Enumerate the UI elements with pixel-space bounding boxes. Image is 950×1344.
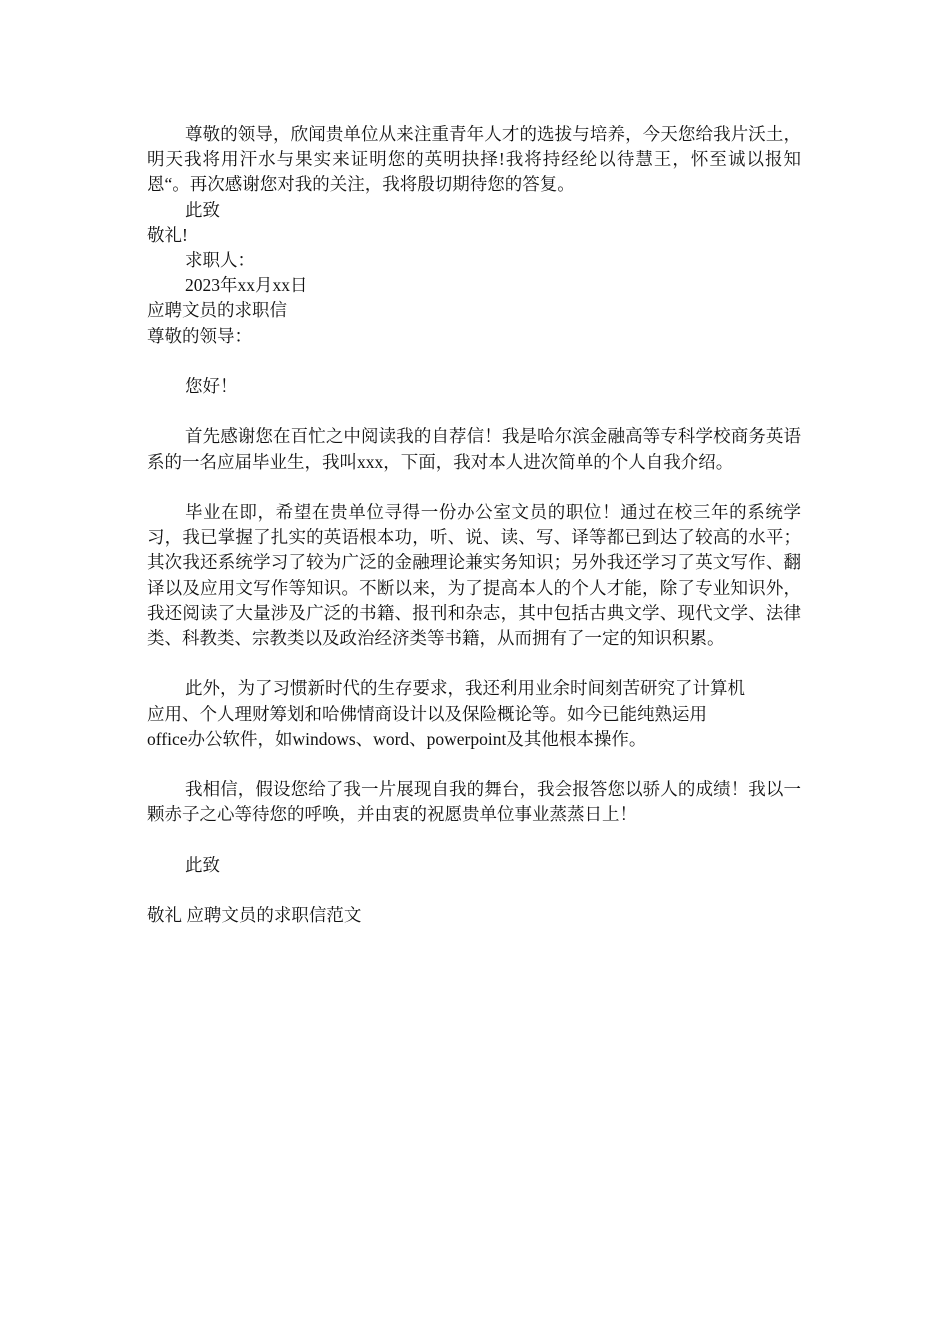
paragraph-skills-line-1: 此外，为了习惯新时代的生存要求，我还利用业余时间刻苦研究了计算机 — [185, 678, 745, 699]
intro-paragraph: 尊敬的领导，欣闻贵单位从来注重青年人才的选拔与培养，今天您给我片沃土，明天我将用汗水与果实来证明您的英明抉择!我将持经纶以待慧王，怀至诚以报知恩“。再次感谢您对我的关注，我将殷切期待您的答复。 — [147, 124, 801, 195]
greeting: 您好！ — [185, 376, 238, 397]
paragraph-education: 毕业在即，希望在贵单位寻得一份办公室文员的职位！通过在校三年的系统学习，我已掌握了扎实的英语根本功，听、说、读、写、译等都已到达了较高的水平；其次我还系统学习了较为广泛的金融理论兼实务知识；另外我还学习了英文写作、翻译以及应用文写作等知识。不断以来，为了提高本人的个人才能，除了专业知识外，我还阅读了大量涉及广泛的书籍、报刊和杂志，其中包括古典文学、现代文学、法律类、科教类、宗教类以及政治经济类等书籍，从而拥有了一定的知识积累。 — [147, 502, 801, 649]
paragraph-closing-wish: 我相信，假设您给了我一片展现自我的舞台，我会报答您以骄人的成绩！我以一颗赤子之心等待您的呼唤，并由衷的祝愿贵单位事业蒸蒸日上！ — [147, 779, 801, 825]
closing-ci-zhi: 此致 — [185, 199, 220, 220]
blank-line — [147, 651, 801, 676]
second-letter-title: 应聘文员的求职信 — [147, 300, 287, 321]
letter-date: 2023年xx月xx日 — [185, 275, 308, 296]
closing-jing-li: 敬礼! — [147, 224, 188, 245]
blank-line — [147, 475, 801, 500]
applicant-label: 求职人： — [185, 250, 255, 271]
paragraph-skills-line-2: 应用、个人理财筹划和哈佛情商设计以及保险概论等。如今已能纯熟运用 — [147, 703, 707, 724]
document-page — [147, 122, 801, 928]
closing-ci-zhi-2: 此致 — [185, 854, 220, 875]
paragraph-thanks: 首先感谢您在百忙之中阅读我的自荐信！我是哈尔滨金融高等专科学校商务英语系的一名应届毕业生，我叫xxx，下面，我对本人进次简单的个人自我介绍。 — [147, 426, 801, 472]
blank-line — [147, 399, 801, 424]
salutation: 尊敬的领导： — [147, 325, 252, 346]
blank-line — [147, 752, 801, 777]
blank-line — [147, 878, 801, 903]
blank-line — [147, 828, 801, 853]
paragraph-skills-line-3: office办公软件，如windows、word、powerpoint及其他根本操作。 — [147, 728, 647, 749]
closing-jing-li-2: 敬礼 应聘文员的求职信范文 — [147, 905, 362, 926]
blank-line — [147, 349, 801, 374]
